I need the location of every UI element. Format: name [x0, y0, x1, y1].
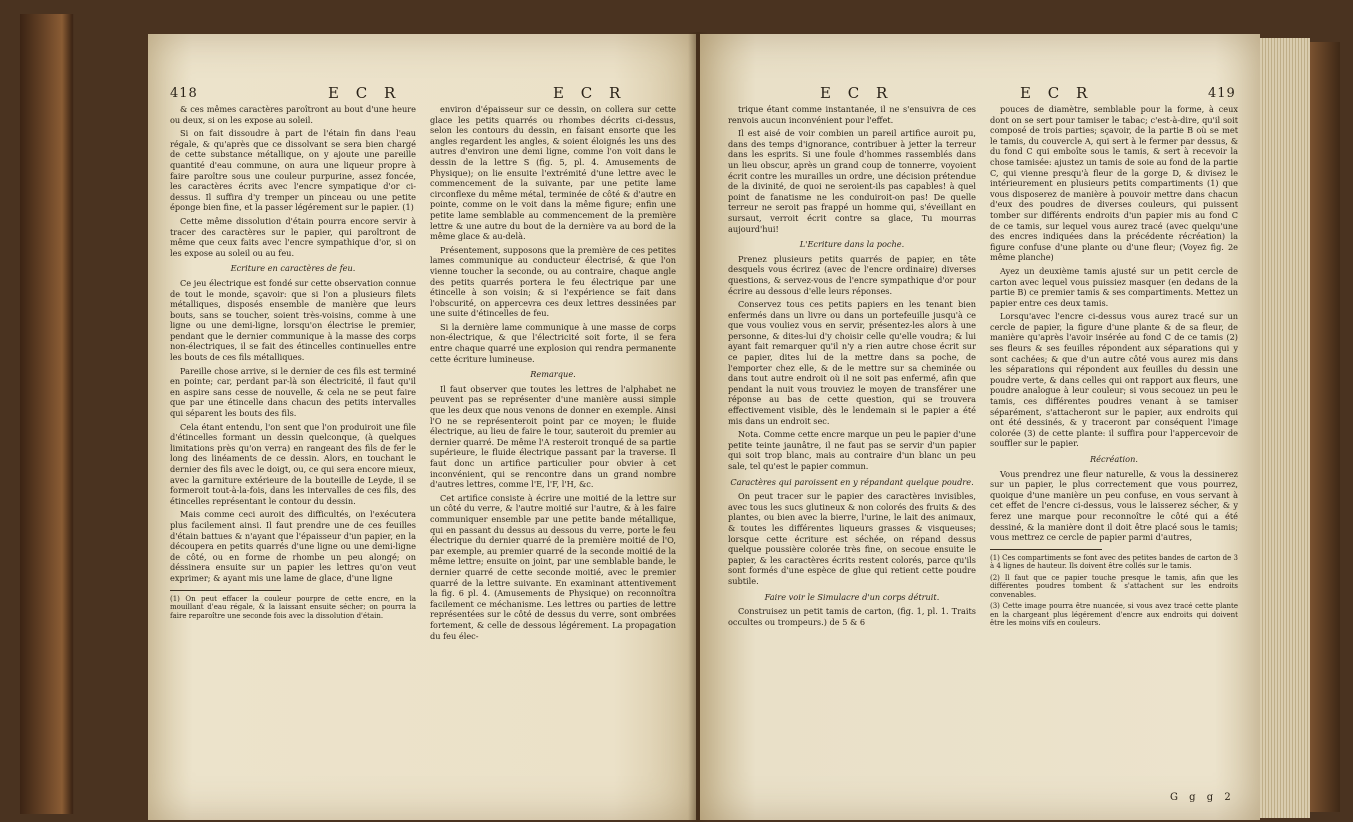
paragraph: environ d'épaisseur sur ce dessin, on collera sur cette glace les petits quarrés ou rhombes décrits ci-dessus, selon les contours du dessin, en faisant ensorte que les angles regardent les angles, & soient éloignés les uns des autres d'environ une demi ligne, comme l'on voit dans le dessin de la lettre S (fig. 5, pl. 4. Amusements de Physique); on lie ensuite l'extrémité d'une lettre avec le commencement de la suivante, par une petite lame circonflexe du même métal, terminée de côté & d'autre en pointe, comme on le voit dans la même figure; enfin une petite lame semblable au commencement de la première lettre & une autre du bout de la dernière va au bord de la même glace & au-delà. [430, 104, 676, 242]
paragraph: Mais comme ceci auroit des difficultés, on l'exécutera plus facilement ainsi. Il faut prendre une de ces feuilles d'étain battues & n'ayant que l'épaisseur d'un papier, en la découpera en petits quarrés d'une ligne ou une demi-ligne de côté, ou en forme de rhombe un peu alongé; on déssinera ensuite sur un papier les lettres qu'on veut exprimer; & ayant mis une lame de glace, d'une ligne [170, 509, 416, 583]
section-heading: Caractères qui paroissent en y répandant quelque poudre. [730, 476, 974, 487]
running-head-right: E C R [553, 84, 627, 102]
paragraph: Vous prendrez une fleur naturelle, & vous la dessinerez sur un papier, le plus correctement que vous pourrez, quoique d'une manière un peu confuse, en vous servant à cet effet de l'encre ci-dessus, vous le laisserez sécher, & y ferez une marque pour reconnoître le côté qui a été dessiné, & la manière dont il doit être placé sous le tamis; vous mettrez ce cercle de papier parmi d'autres, [990, 468, 1238, 543]
paragraph: Il est aisé de voir combien un pareil artifice auroit pu, dans des temps d'ignorance, contribuer à jetter la terreur dans les esprits. Si une foule d'hommes rassemblés dans un lieu obscur, après un grand coup de tonnerre, voyoient écrit contre les murailles un ordre, une décision prétendue de la divinité, de quoi ne seroient-ils pas capables! à quel point de fanatisme ne les conduiroit-on pas! De quelle terreur ne seroit pas frappé un homme qui, s'éveillant en sursaut, verroit écrit contre sa glace, Tu mourras aujourd'hui! [728, 128, 976, 234]
page-edges [1260, 38, 1310, 818]
section-heading: Récréation. [1090, 454, 1138, 464]
running-head-right: E C R [1020, 84, 1094, 102]
paragraph: Cet artifice consiste à écrire une moitié de la lettre sur un côté du verre, & l'autre moitié sur l'autre, & à les faire communiquer ensemble par une petite bande métallique, qui en passant du dessus au dessous du verre, porte le feu électrique du dernier quarré de la première moitié de l'O, par exemple, au premier quarré de la seconde moitié de la même lettre; ensuite on joint, par une semblable bande, le dernier quarré de cette seconde moitié, avec le premier quarré de la lettre suivante. En examinant attentivement la fig. 6 pl. 4. (Amusements de Physique) on reconnoîtra facilement ce méchanisme. Les lettres ou parties de lettre représentées sur le côté de dessus du verre, sont ombrées fortement, & celle de dessous légérement. La propagation du feu élec- [430, 492, 676, 641]
section-heading: Ecriture en caractères de feu. [230, 263, 356, 274]
section-heading: L'Ecriture dans la poche. [799, 239, 905, 250]
paragraph: Pareille chose arrive, si le dernier de ces fils est terminé en pointe; car, perdant par-là son électricité, il faut qu'il en aspire sans cesse de nouvelle, & cela ne se peut faire que par une étincelle dans chacun des petits intervalles qui séparent les bouts des fils. [170, 365, 416, 419]
left-column-2 [430, 104, 676, 816]
footnote: (3) Cette image pourra être nuancée, si vous avez tracé cette plante en la chargeant plus légérement d'encre aux endroits qui doivent être les moins vifs en couleurs. [990, 602, 1238, 628]
right-column-1 [728, 104, 976, 804]
running-head: E C R [328, 84, 402, 102]
paragraph: Construisez un petit tamis de carton, (fig. 1, pl. 1. Traits occultes ou trompeurs.) de 5 & 6 [728, 606, 976, 627]
right-column-2 [990, 104, 1238, 804]
paragraph: Lorsqu'avec l'encre ci-dessus vous aurez tracé sur un cercle de papier, la figure d'une plante & de sa fleur, de manière qu'après l'avoir insérée au fond C de ce tamis (2) ses fleurs & ses feuilles répondent aux séparations qui y sont cachées; & que d'un autre côté vous aurez mis dans les séparations qui répondent aux feuilles du dessin une poudre verte, & dans celles qui ont rapport aux fleurs, une poudre analogue à leur couleur; si vous secouez un peu le tamis, ces différentes poudres venant à se tamiser séparément, s'attacheront sur le papier, aux endroits qui ont été dessinés, & y traceront par conséquent l'image colorée (3) de cette plante: il suffira pour l'appercevoir de souffler sur le papier. [990, 311, 1238, 449]
page-number: 419 [1208, 86, 1236, 101]
paragraph: Cette même dissolution d'étain pourra encore servir à tracer des caractères sur le papier, qui paroîtront de même que ceux faits avec l'encre sympathique d'or, si on les expose au soleil ou au feu. [170, 215, 416, 258]
right-page [700, 34, 1260, 820]
paragraph: & ces mêmes caractères paroîtront au bout d'une heure ou deux, si on les expose au soleil. [170, 104, 416, 125]
page-number: 418 [170, 86, 198, 101]
paragraph: Présentement, supposons que la première de ces petites lames communique au conducteur électrisé, & que l'on vienne toucher la seconde, ou au contraire, chaque angle des petits quarrés portera le feu électrique par une étincelle à son voisin; & si l'expérience se fait dans l'obscurité, on appercevra ces deux lettres dessinées par une suite d'étincelles de feu. [430, 244, 676, 319]
section-heading: Remarque. [530, 369, 576, 380]
paragraph: Conservez tous ces petits papiers en les tenant bien enfermés dans un livre ou dans un portefeuille jusqu'à ce que vous vouliez vous en servir, présentez-les alors à une personne, & dites-lui d'y choisir celle qu'elle voudra; & lui ayant fait remarquer qu'il n'y a rien autre chose écrit sur ce papier, dites lui de la mettre dans sa poche, de l'emporter chez elle, & de le mettre sur sa cheminée ou dans tout autre endroit où il ne soit pas enfermé, afin que pendant la nuit vous trouviez le moyen de transférer une réponse au bas de cette question, qui se trouvera effectivement visible, dès le lendemain si le papier a été mis dans un endroit sec. [728, 299, 976, 426]
paragraph: Prenez plusieurs petits quarrés de papier, en tête desquels vous écrirez (avec de l'encre ordinaire) diverses questions, & servez-vous de l'encre sympathique d'or pour écrire au dessous d'elle leurs réponses. [728, 253, 976, 296]
left-page [148, 34, 696, 820]
paragraph: pouces de diamètre, semblable pour la forme, à ceux dont on se sert pour tamiser le tabac; c'est-à-dire, qu'il soit composé de trois parties; sçavoir, de la partie B où se met le tamis, du couvercle A, qui sert à le fermer par dessus, & du fond C qui emboîte sous le tamis, & sert à recevoir la chose tamisée: ajustez un tamis de soie au fond de la partie C, qui vienne presqu'à fleur de la gorge D, & divisez le intérieurement en plusieurs petits compartiments (1) que vous disposerez de manière à pouvoir mettre dans chacun d'eux des poudres de diverses couleurs, qui puissent tomber sur différents endroits d'un papier mis au fond C de ce tamis, sur lequel vous aurez tracé (avec quelqu'une des encres indiquées dans la précédente récréation) la figure confuse d'une plante ou d'une fleur; (Voyez fig. 2e même planche) [990, 104, 1238, 263]
paragraph: Il faut observer que toutes les lettres de l'alphabet ne peuvent pas se représenter d'une manière aussi simple que les deux que nous venons de donner en exemple. Ainsi l'O ne se représenteroit point par ce moyen; le fluide électrique, au lieu de faire le tour, sauteroit du premier au dernier quarré. De même l'A resteroit tronqué de sa partie supérieure, le fluide électrique passant par la traverse. Il faut donc un artifice particulier pour obvier à cet inconvénient, qui se rencontre dans un grand nombre d'autres lettres, comme l'E, l'F, l'H, &c. [430, 383, 676, 490]
signature-mark: G g g 2 [1170, 792, 1235, 803]
paragraph: On peut tracer sur le papier des caractères invisibles, avec tous les sucs glutineux & non colorés des fruits & des plantes, ou bien avec la bierre, l'urine, le lait des animaux, & toutes les différentes liqueurs grasses & visqueuses; lorsque cette écriture est séchée, on répand dessus quelque poussière colorée très fine, on secoue ensuite le papier, & les caractères écrits restent colorés, parce qu'ils sont formés d'une espèce de glue qui retient cette poudre subtile. [728, 491, 976, 586]
paragraph: Ce jeu électrique est fondé sur cette observation connue de tout le monde, sçavoir: que si l'on a plusieurs filets métalliques, disposés ensemble de manière que leurs bouts, sans se toucher, soient très-voisins, comme à une ligne ou une demi-ligne, lorsqu'on électrise le premier, pendant que le dernier communique à la masse des corps non-électriques, il se fait des étincelles continuelles entre les bouts de ces fils métalliques. [170, 277, 416, 363]
book-photo [20, 14, 1330, 814]
paragraph: Si la dernière lame communique à une masse de corps non-électrique, & que l'électricité soit forte, il se fera entre chaque quarré une explosion qui rendra permanente cette écriture lumineuse. [430, 321, 676, 364]
footnote-rule [990, 549, 1102, 550]
section-heading: Faire voir le Simulacre d'un corps détruit. [764, 591, 940, 602]
paragraph: trique étant comme instantanée, il ne s'ensuivra de ces renvois aucun inconvénient pour l'effet. [728, 104, 976, 125]
paragraph: Cela étant entendu, l'on sent que l'on produiroit une file d'étincelles formant un dessin quelconque, (à quelques limitations près qu'on verra) en rangeant des fils de fer le long des linéaments de ce dessin. Alors, en touchant le dernier des fils avec le doigt, ou, ce qui sera encore mieux, avec la garniture extérieure de la bouteille de Leyde, il se formeroit tout-à-la-fois, dans les intervalles de ces fils, des étincelles représentant le contour du dessin. [170, 421, 416, 506]
paragraph: Ayez un deuxième tamis ajusté sur un petit cercle de carton avec lequel vous puissiez masquer (en dedans de la partie B) ce premier tamis & ses compartiments. Mettez un papier entre ces deux tamis. [990, 265, 1238, 308]
footnote: (1) Ces compartiments se font avec des petites bandes de carton de 3 à 4 lignes de hauteur. Ils doivent être collés sur le tamis. [990, 553, 1238, 571]
book-cover-edge [1310, 42, 1340, 812]
running-head: E C R [820, 84, 894, 102]
footnote: (2) Il faut que ce papier touche presque le tamis, afin que les différentes poudres tombent & s'attachent sur les endroits convenables. [990, 573, 1238, 599]
left-column-1 [170, 104, 416, 816]
paragraph: Si on fait dissoudre à part de l'étain fin dans l'eau régale, & qu'après que ce dissolvant se sera bien chargé de cette substance métallique, on y ajoute une pareille quantité d'eau commune, on aura une liqueur propre à faire paroître sous une couleur purpurine, assez foncée, les caractères écrits avec l'encre sympatique d'or ci-dessus. Il suffira d'y tremper un pinceau ou une petite éponge bien fine, et la passer légérement sur le papier. (1) [170, 128, 416, 213]
footnote-rule [170, 590, 281, 591]
footnote: (1) On peut effacer la couleur pourpre de cette encre, en la mouillant d'eau régale, & la laissant ensuite sécher; on pourra la faire reparoître une seconde fois avec la dissolution d'étain. [170, 594, 416, 620]
paragraph: Nota. Comme cette encre marque un peu le papier d'une petite teinte jaunâtre, il ne faut pas se servir d'un papier qui soit trop blanc, mais au contraire d'un blanc un peu sale, tel qu'est le papier commun. [728, 429, 976, 471]
